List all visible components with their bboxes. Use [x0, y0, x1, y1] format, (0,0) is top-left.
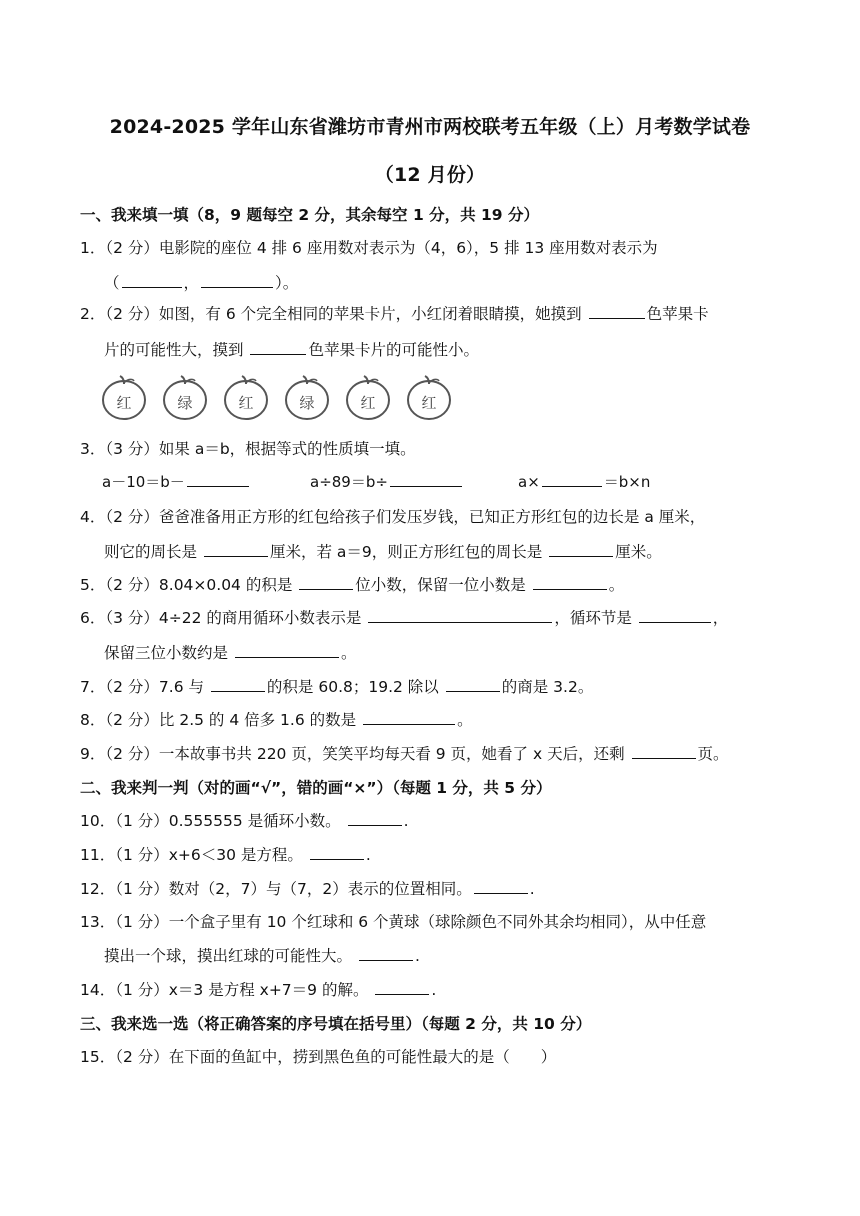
q8-blank-1[interactable]	[363, 723, 455, 725]
question-13-cont	[104, 944, 420, 966]
question-9	[80, 742, 729, 764]
q6-text-3: ，	[712, 609, 729, 627]
apple-card	[222, 372, 270, 422]
question-3: 3．（3 分）如果 a＝b，根据等式的性质填一填。	[80, 440, 416, 458]
q8-text-1: 8．（2 分）比 2.5 的 4 倍多 1.6 的数是	[80, 711, 357, 729]
apple-label: 绿	[177, 394, 193, 412]
apple-card	[283, 372, 331, 422]
q2-blank-1[interactable]	[589, 317, 645, 319]
q5-blank-2[interactable]	[533, 588, 607, 590]
q11-dot: .	[365, 846, 371, 864]
q7-text-3: 的商是 3.2。	[501, 678, 594, 696]
q6-text-5: 。	[340, 644, 357, 662]
q4-blank-1[interactable]	[204, 555, 268, 557]
q2-blank-2[interactable]	[250, 353, 306, 355]
q13-dot: .	[414, 947, 420, 965]
question-13: 13．（1 分）一个盒子里有 10 个红球和 6 个黄球（球除颜色不同外其余均相同），从中任意	[80, 913, 707, 931]
q10-dot: .	[403, 812, 409, 830]
q5-text-1: 5．（2 分）8.04×0.04 的积是	[80, 576, 293, 594]
q6-blank-2[interactable]	[639, 621, 711, 623]
q10-text: 10．（1 分）0.555555 是循环小数。	[80, 812, 341, 830]
q6-text-2: ，循环节是	[554, 609, 632, 627]
q4-blank-2[interactable]	[549, 555, 613, 557]
q3-eq1-text: a－10＝b－	[102, 473, 185, 491]
q6-blank-1[interactable]	[368, 621, 552, 623]
question-8	[80, 708, 473, 730]
apple-label: 红	[360, 394, 376, 412]
question-2-cont	[104, 338, 479, 360]
question-6	[80, 606, 728, 628]
q10-blank[interactable]	[348, 824, 402, 826]
question-14	[80, 978, 436, 1000]
apple-label: 红	[238, 394, 254, 412]
q2-text-4: 色苹果卡片的可能性小。	[308, 341, 479, 359]
q1-comma: ，	[183, 274, 200, 292]
q3-eq3-text-1: a×	[518, 473, 540, 491]
question-11	[80, 843, 371, 865]
apple-label: 红	[116, 394, 132, 412]
apple-card	[100, 372, 148, 422]
q14-text: 14．（1 分）x＝3 是方程 x+7＝9 的解。	[80, 981, 369, 999]
section-2-heading: 二、我来判一判（对的画“√”，错的画“×”）（每题 1 分，共 5 分）	[80, 779, 552, 797]
q5-blank-1[interactable]	[299, 588, 353, 590]
q7-blank-2[interactable]	[446, 690, 500, 692]
question-4-cont	[104, 540, 662, 562]
q9-text-1: 9．（2 分）一本故事书共 220 页，笑笑平均每天看 9 页，她看了 x 天后，还剩	[80, 745, 625, 763]
question-10	[80, 809, 409, 831]
q11-text: 11．（1 分）x+6＜30 是方程。	[80, 846, 303, 864]
q1-blank-1[interactable]	[122, 286, 182, 288]
q4-text-1: 则它的周长是	[104, 543, 198, 561]
q3-equation-2	[310, 471, 464, 492]
apple-card	[161, 372, 209, 422]
q1-blank-2[interactable]	[201, 286, 273, 288]
question-7	[80, 675, 593, 697]
q7-text-1: 7．（2 分）7.6 与	[80, 678, 204, 696]
q14-blank[interactable]	[375, 993, 429, 995]
q13-text: 摸出一个球，摸出红球的可能性大。	[104, 947, 353, 965]
question-2	[80, 302, 709, 324]
q2-text-2: 色苹果卡	[646, 305, 709, 323]
q12-blank[interactable]	[474, 892, 528, 894]
q6-text-4: 保留三位小数约是	[104, 644, 229, 662]
q7-blank-1[interactable]	[211, 690, 265, 692]
q1-close: ）。	[275, 274, 299, 292]
q9-blank-1[interactable]	[632, 757, 696, 759]
q6-text-1: 6．（3 分）4÷22 的商用循环小数表示是	[80, 609, 362, 627]
section-1-heading: 一、我来填一填（8，9 题每空 2 分，其余每空 1 分，共 19 分）	[80, 206, 539, 224]
q11-blank[interactable]	[310, 858, 364, 860]
exam-title: 2024-2025 学年山东省潍坊市青州市两校联考五年级（上）月考数学试卷	[109, 116, 751, 138]
q6-blank-3[interactable]	[235, 656, 339, 658]
q5-text-2: 位小数，保留一位小数是	[355, 576, 526, 594]
apple-label: 绿	[299, 394, 315, 412]
q1-open-paren: （	[104, 274, 120, 292]
q3-equation-3	[518, 471, 650, 492]
section-3-heading: 三、我来选一选（将正确答案的序号填在括号里）（每题 2 分，共 10 分）	[80, 1015, 592, 1033]
q7-text-2: 的积是 60.8；19.2 除以	[266, 678, 439, 696]
apple-card	[344, 372, 392, 422]
q14-dot: .	[431, 981, 437, 999]
q2-text-1: 2．（2 分）如图，有 6 个完全相同的苹果卡片，小红闭着眼睛摸，她摸到	[80, 305, 582, 323]
apple-label: 红	[421, 394, 437, 412]
question-5	[80, 573, 624, 595]
apple-card	[405, 372, 453, 422]
question-15: 15．（2 分）在下面的鱼缸中，捞到黑色鱼的可能性最大的是（ ）	[80, 1048, 557, 1066]
q13-blank[interactable]	[359, 959, 413, 961]
q4-text-2: 厘米，若 a＝9，则正方形红包的周长是	[269, 543, 543, 561]
q3-equation-1	[102, 471, 251, 492]
exam-subtitle: （12 月份）	[374, 164, 486, 186]
q3-eq2-text: a÷89＝b÷	[310, 473, 388, 491]
q9-text-2: 页。	[697, 745, 729, 763]
q8-text-2: 。	[457, 711, 473, 729]
q3-blank-3[interactable]	[542, 485, 602, 487]
question-1-answer	[104, 271, 298, 293]
question-6-cont	[104, 641, 356, 663]
q3-blank-2[interactable]	[390, 485, 462, 487]
q4-text-3: 厘米。	[615, 543, 662, 561]
question-1: 1．（2 分）电影院的座位 4 排 6 座用数对表示为（4，6），5 排 13 座用数对表示为	[80, 239, 658, 257]
question-4: 4．（2 分）爸爸准备用正方形的红包给孩子们发压岁钱，已知正方形红包的边长是 a 厘米，	[80, 508, 706, 526]
q2-text-3: 片的可能性大，摸到	[104, 341, 244, 359]
q12-dot: .	[529, 880, 535, 898]
q3-eq3-text-2: ＝b×n	[603, 473, 651, 491]
question-12	[80, 877, 535, 899]
q3-blank-1[interactable]	[187, 485, 249, 487]
q12-text: 12．（1 分）数对（2，7）与（7，2）表示的位置相同。	[80, 880, 472, 898]
q5-text-3: 。	[608, 576, 625, 594]
